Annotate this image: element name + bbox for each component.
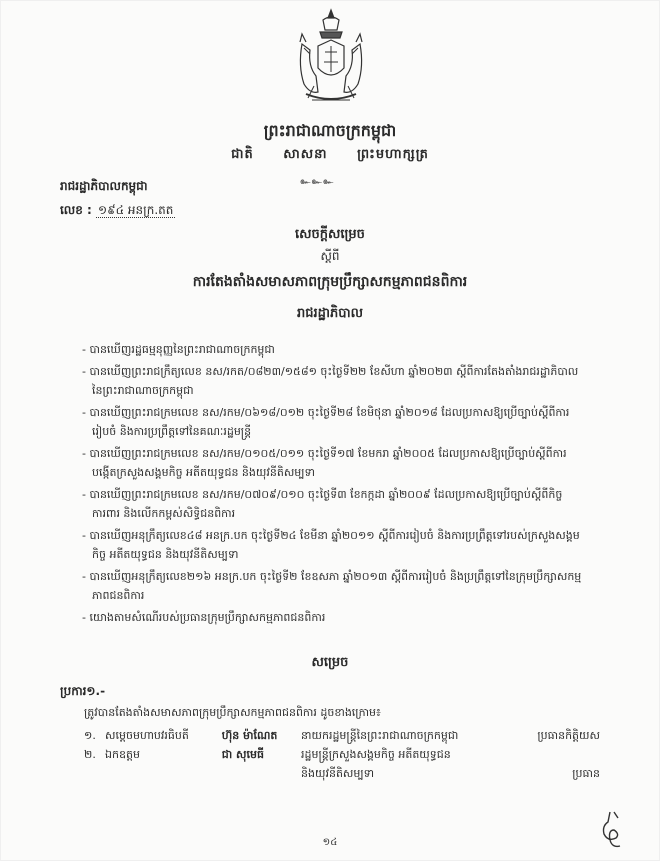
kingdom-title: ព្រះរាជាណាចក្រកម្ពុជា <box>263 121 397 140</box>
article-intro: ត្រូវបានតែងតាំងសមាសភាពក្រុមប្រឹក្សាសកម្មភាពជនពិការ ដូចខាងក្រោម៖ <box>84 706 381 719</box>
article-label: ប្រការ១.- <box>60 684 106 698</box>
about-label: ស្តីពី <box>320 249 340 263</box>
member-position-continued: និងយុវនីតិសម្បទា <box>301 767 375 780</box>
member-role: ប្រធានកិត្តិយស <box>537 729 600 742</box>
national-motto <box>0 146 660 165</box>
reference-item: - បានឃើញព្រះរាជក្រមលេខ នស/រកម/០៧០៩/០១០ ចុះថ្ងៃទី៣ ខែកក្កដា ឆ្នាំ២០០៩ ដែលប្រកាសឱ្យប្រើច្បាប់ស្តីពីកិច្ចការពារ និងលើកកម្ពស់សិទ្ធិជនពិការ <box>82 488 563 520</box>
reference-item: - យោងតាមសំណើរបស់ប្រធានក្រុមប្រឹក្សាសកម្មភាពជនពិការ <box>82 611 326 624</box>
motto-nation: ជាតិ <box>231 147 254 162</box>
member-title: ឯកឧត្តម <box>105 748 140 761</box>
table-row <box>84 745 604 764</box>
reference-item: - បានឃើញអនុក្រឹត្យលេខ២១៦ អនក្រ.បក ចុះថ្ងៃទី២ ខែឧសភា ឆ្នាំ២០១៣ ស្តីពីការរៀបចំ និងប្រព្រឹត្តទៅនៃក្រុមប្រឹក្សាសកម្មភាពជនពិការ <box>82 570 582 602</box>
issuer-label: រាជរដ្ឋាភិបាលកម្ពុជា <box>60 179 148 193</box>
document-number <box>60 202 175 220</box>
reference-item: - បានឃើញរដ្ឋធម្មនុញ្ញនៃព្រះរាជាណាចក្រកម្ពុជា <box>82 343 275 356</box>
page-number: ១៤ <box>322 837 338 848</box>
reference-item: - បានឃើញព្រះរាជក្រឹត្យលេខ នស/រកត/០៨២៣/១៥៨១ ចុះថ្ងៃទី២២ ខែសីហា ឆ្នាំ២០២៣ ស្តីពីការតែងតាំងរាជរដ្ឋាភិបាលនៃព្រះរាជាណាចក្រកម្ពុជា <box>82 365 579 397</box>
empty-cell <box>84 764 105 783</box>
member-position: រដ្ឋមន្ត្រីក្រសួងសង្គមកិច្ច អតីតយុទ្ធជន <box>301 748 451 761</box>
empty-cell <box>515 745 604 764</box>
member-name: ហ៊ុន ម៉ាណែត <box>221 729 278 742</box>
reference-item: - បានឃើញអនុក្រឹត្យលេខ៤៨ អនក្រ.បក ចុះថ្ងៃទី២៤ ខែមីនា ឆ្នាំ២០១១ ស្តីពីការរៀបចំ និងការប្រព្រឹត្តទៅរបស់ក្រសួងសង្គមកិច្ច អតីតយុទ្ធជន និងយុវនីតិសម្បទា <box>82 529 580 561</box>
reference-item: - បានឃើញព្រះរាជក្រមលេខ នស/រកម/០៦១៨/០១២ ចុះថ្ងៃទី២៨ ខែមិថុនា ឆ្នាំ២០១៨ ដែលប្រកាសឱ្យប្រើច្បាប់ស្តីពីការរៀបចំ និងការប្រព្រឹត្តទៅនៃគណៈរដ្ឋមន្ត្រី <box>82 406 570 438</box>
member-role: ប្រធាន <box>572 767 600 780</box>
member-title: សម្តេចមហាបវរធិបតី <box>105 729 189 742</box>
document-subject: ការតែងតាំងសមាសភាពក្រុមប្រឹក្សាសកម្មភាពជនពិការ <box>192 274 468 290</box>
government-heading: រាជរដ្ឋាភិបាល <box>296 306 363 321</box>
members-table <box>84 726 604 783</box>
number-value: ១៩៤ អនក្រ.តត <box>98 203 174 217</box>
reference-item: - បានឃើញព្រះរាជក្រមលេខ នស/រកម/០១០៥/០១១ ចុះថ្ងៃទី១៧ ខែមករា ឆ្នាំ២០០៥ ដែលប្រកាសឱ្យប្រើច្បាប់ស្តីពីការបង្កើតក្រសួងសង្គមកិច្ច អតីតយុទ្ធជន និងយុវនីតិសម្បទា <box>82 447 567 479</box>
references-list <box>82 340 582 630</box>
table-row <box>84 726 604 745</box>
member-number: ២. <box>84 748 96 761</box>
document-type: សេចក្តីសម្រេច <box>295 227 365 242</box>
number-label: លេខ : <box>60 203 92 217</box>
initial-signature-icon <box>590 808 630 852</box>
empty-cell <box>105 764 222 783</box>
member-number: ១. <box>84 729 96 742</box>
empty-cell <box>222 764 301 783</box>
decision-heading: សម្រេច <box>311 655 349 670</box>
table-row <box>84 764 604 783</box>
motto-king: ព្រះមហាក្សត្រ <box>357 147 429 162</box>
member-position: នាយករដ្ឋមន្ត្រីនៃព្រះរាជាណាចក្រកម្ពុជា <box>301 729 459 742</box>
motto-religion: សាសនា <box>283 147 328 162</box>
royal-emblem-icon <box>290 6 372 112</box>
member-name: ជា សុមេធី <box>221 748 264 761</box>
ornament-divider: ๛๛๛ <box>300 177 335 187</box>
